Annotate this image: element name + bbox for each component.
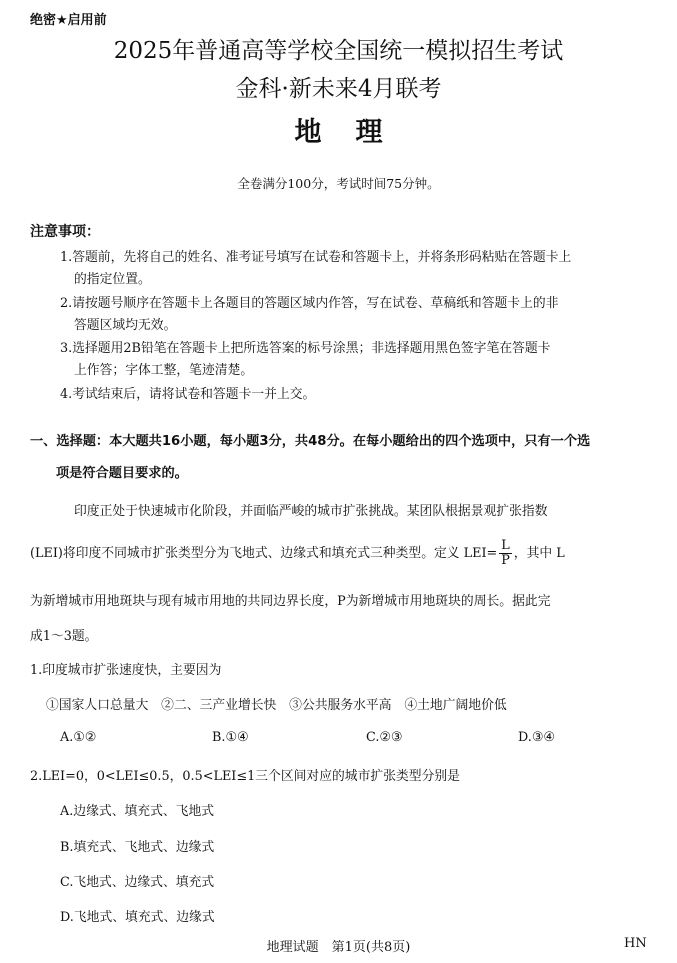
question-1-option-b: B.①④	[212, 730, 249, 745]
fraction-numerator: L	[501, 538, 510, 553]
secret-mark: 绝密★启用前	[30, 13, 107, 28]
question-2-option-c: C.飞地式、边缘式、填充式	[60, 875, 215, 890]
passage-text: (LEI)将印度不同城市扩张类型分为飞地式、边缘式和填充式三种类型。定义 LEI=	[30, 546, 498, 561]
passage-line: 印度正处于快速城市化阶段，并面临严峻的城市扩张挑战。某团队根据景观扩张指数	[74, 504, 548, 519]
question-1-statements: ①国家人口总量大 ②二、三产业增长快 ③公共服务水平高 ④土地广阔地价低	[46, 698, 507, 713]
question-1-option-d: D.③④	[518, 730, 555, 745]
passage-text: ，其中 L	[513, 546, 565, 561]
notice-line: 上作答；字体工整，笔迹清楚。	[74, 363, 254, 378]
question-1-option-c: C.②③	[366, 730, 403, 745]
subject-title: 地理	[294, 117, 417, 148]
notice-line: 答题区域均无效。	[74, 318, 177, 333]
question-2-option-a: A.边缘式、填充式、飞地式	[60, 804, 215, 819]
question-1-option-a: A.①②	[60, 730, 97, 745]
exam-info: 全卷满分100分，考试时间75分钟。	[237, 176, 440, 191]
exam-subtitle: 金科·新未来4月联考	[235, 76, 442, 102]
question-2-option-d: D.飞地式、填充式、边缘式	[60, 910, 215, 925]
notice-line: 2.请按题号顺序在答题卡上各题目的答题区域内作答，写在试卷、草稿纸和答题卡上的非	[60, 296, 559, 311]
lei-fraction	[499, 539, 512, 568]
section-heading: 一、选择题：本大题共16小题，每小题3分，共48分。在每小题给出的四个选项中，只有一个选	[30, 434, 591, 449]
notice-line: 的指定位置。	[74, 272, 151, 287]
notice-line: 3.选择题用2B铅笔在答题卡上把所选答案的标号涂黑；非选择题用黑色签字笔在答题卡	[60, 341, 551, 356]
passage-line: 为新增城市用地斑块与现有城市用地的共同边界长度，P为新增城市用地斑块的周长。据此完	[30, 594, 551, 609]
passage-line-formula	[30, 539, 565, 568]
region-code: HN	[624, 936, 647, 951]
fraction-denominator: P	[501, 553, 510, 568]
question-2-stem: 2.LEI=0，0<LEI≤0.5，0.5<LEI≤1三个区间对应的城市扩张类型分别是	[30, 769, 460, 784]
section-heading-cont: 项是符合题目要求的。	[56, 466, 188, 481]
notice-heading: 注意事项：	[30, 224, 100, 240]
exam-title: 2025年普通高等学校全国统一模拟招生考试	[113, 38, 564, 64]
notice-line: 1.答题前，先将自己的姓名、准考证号填写在试卷和答题卡上，并将条形码粘贴在答题卡上	[60, 250, 572, 265]
question-1-stem: 1.印度城市扩张速度快，主要因为	[30, 663, 222, 678]
passage-line: 成1～3题。	[30, 629, 98, 644]
notice-line: 4.考试结束后，请将试卷和答题卡一并上交。	[60, 387, 316, 402]
question-2-option-b: B.填充式、飞地式、边缘式	[60, 840, 215, 855]
page-footer: 地理试题 第1页(共8页)	[266, 940, 411, 955]
